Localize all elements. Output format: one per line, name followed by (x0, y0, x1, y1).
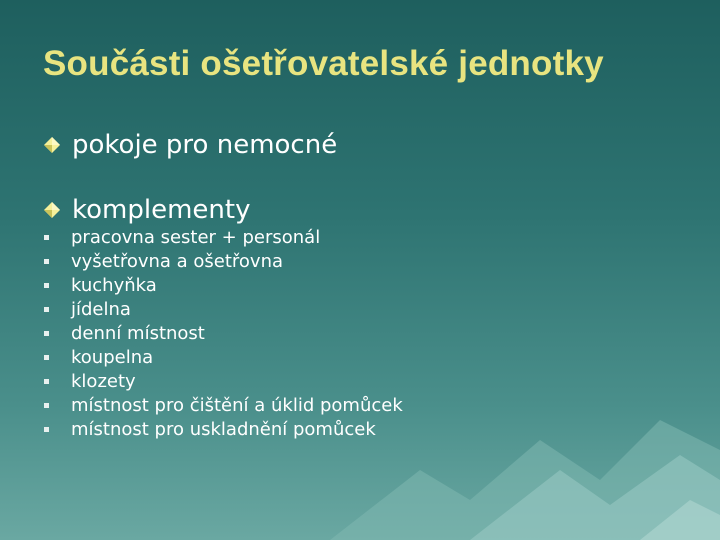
square-bullet-icon (44, 283, 49, 288)
list-item-text: pracovna sester + personál (71, 226, 321, 248)
main-item-label: pokoje pro nemocné (72, 130, 338, 160)
list-item (44, 321, 403, 345)
list-item (44, 369, 403, 393)
list-item (44, 249, 403, 273)
list-item-text: koupelna (71, 346, 154, 368)
square-bullet-icon (44, 331, 49, 336)
sub-item-list (44, 225, 403, 441)
list-item (44, 345, 403, 369)
list-item (44, 393, 403, 417)
list-item-text: místnost pro čištění a úklid pomůcek (71, 394, 403, 416)
list-item-text: klozety (71, 370, 136, 392)
main-item-label: komplementy (72, 195, 251, 225)
list-item (44, 417, 403, 441)
diamond-bullet-icon (44, 137, 60, 153)
list-item-text: jídelna (71, 298, 131, 320)
list-item (44, 297, 403, 321)
list-item (44, 225, 403, 249)
list-item (44, 273, 403, 297)
main-item-complements (44, 195, 250, 225)
square-bullet-icon (44, 235, 49, 240)
list-item-text: kuchyňka (71, 274, 157, 296)
list-item-text: denní místnost (71, 322, 205, 344)
diamond-bullet-icon (44, 202, 60, 218)
list-item-text: vyšetřovna a ošetřovna (71, 250, 284, 272)
square-bullet-icon (44, 403, 49, 408)
square-bullet-icon (44, 355, 49, 360)
square-bullet-icon (44, 307, 49, 312)
square-bullet-icon (44, 379, 49, 384)
slide-title: Součásti ošetřovatelské jednotky (43, 44, 604, 83)
main-item-rooms (44, 130, 337, 160)
list-item-text: místnost pro uskladnění pomůcek (71, 418, 376, 440)
square-bullet-icon (44, 427, 49, 432)
square-bullet-icon (44, 259, 49, 264)
